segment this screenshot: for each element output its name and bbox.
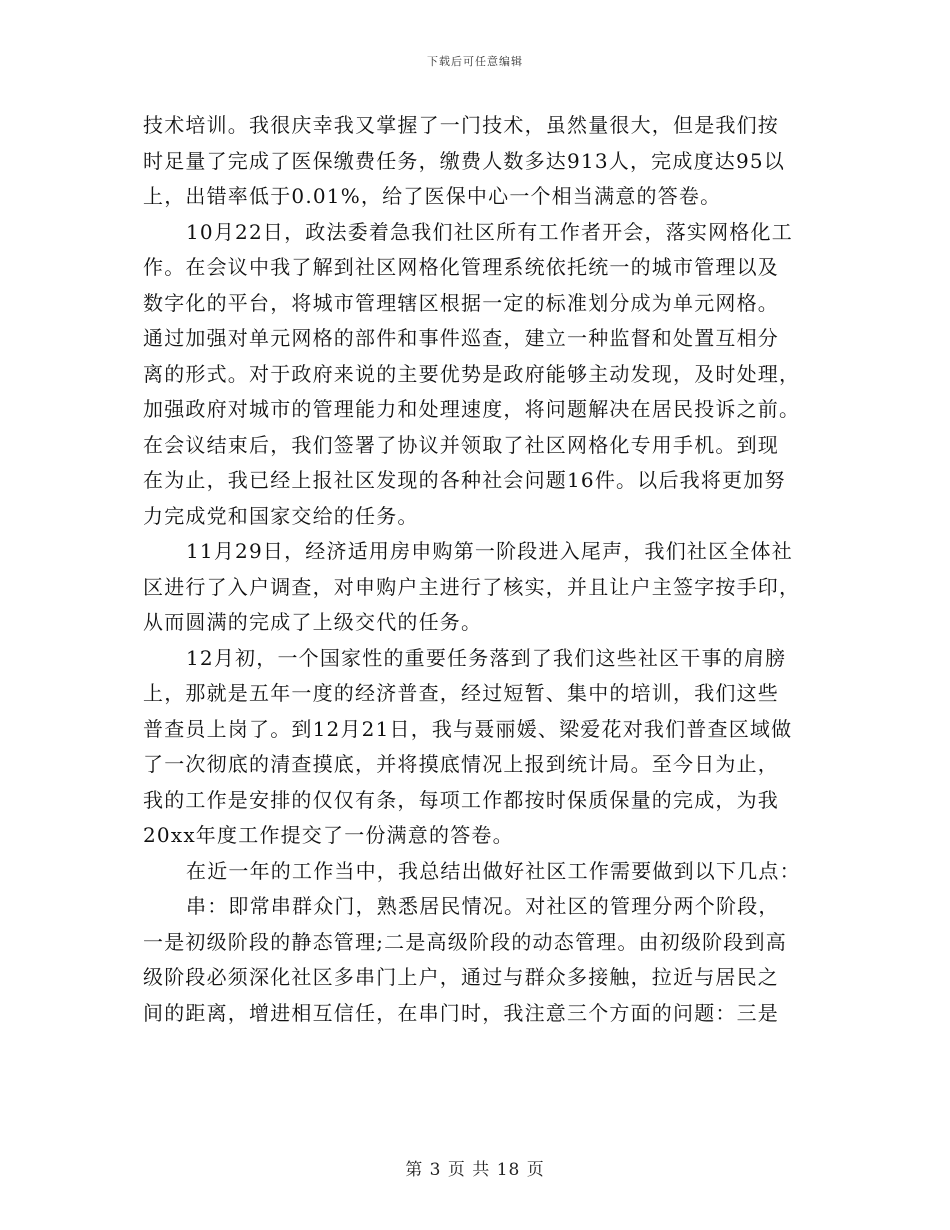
text-line: 通过加强对单元网格的部件和事件巡查，建立一种监督和处置互相分 [143,326,779,350]
text-line: 11月29日，经济适用房申购第一阶段进入尾声，我们社区全体社 [186,539,793,563]
text-line: 上，出错率低于0.01%，给了医保中心一个相当满意的答卷。 [143,184,722,208]
text-line: 20xx年度工作提交了一份满意的答卷。 [143,823,514,847]
paragraph-4 [143,641,815,854]
text-line: 技术培训。我很庆幸我又掌握了一门技术，虽然量很大，但是我们按 [143,113,779,137]
text-line: 作。在会议中我了解到社区网格化管理系统依托统一的城市管理以及 [143,255,779,279]
text-line: 间的距离，增进相互信任，在串门时，我注意三个方面的问题：三是 [143,1000,779,1025]
text-line: 区进行了入户调查，对申购户主进行了核实，并且让户主签字按手印， [143,574,801,599]
text-line: 时足量了完成了医保缴费任务，缴费人数多达913人，完成度达95以 [143,148,786,173]
paragraph-2 [143,215,815,535]
text-line: 加强政府对城市的管理能力和处理速度，将问题解决在居民投诉之前。 [143,397,801,421]
paragraph-1 [143,108,815,215]
text-line: 在为止，我已经上报社区发现的各种社会问题16件。以后我将更加努 [143,468,786,492]
text-line: 上，那就是五年一度的经济普查，经过短暂、集中的培训，我们这些 [143,681,779,705]
text-line: 一是初级阶段的静态管理;二是高级阶段的动态管理。由初级阶段到高 [143,929,787,954]
paragraph-5 [143,854,815,890]
text-line: 离的形式。对于政府来说的主要优势是政府能够主动发现，及时处理， [143,361,801,386]
page-header: 下载后可任意编辑 [427,55,523,68]
text-line: 串：即常串群众门，熟悉居民情况。对社区的管理分两个阶段， [186,894,780,918]
paragraph-6 [143,889,815,1031]
text-line: 数字化的平台，将城市管理辖区根据一定的标准划分成为单元网格。 [143,290,779,315]
text-line: 了一次彻底的清查摸底，并将摸底情况上报到统计局。至今日为止， [143,752,779,776]
text-line: 在近一年的工作当中，我总结出做好社区工作需要做到以下几点： [186,858,801,883]
document-body [143,108,815,1031]
text-line: 级阶段必须深化社区多串门上户，通过与群众多接触，拉近与居民之 [143,965,779,989]
page-footer: 第 3 页 共 18 页 [405,1160,545,1180]
text-line: 我的工作是安排的仅仅有条，每项工作都按时保质保量的完成，为我 [143,787,779,812]
text-line: 在会议结束后，我们签署了协议并领取了社区网格化专用手机。到现 [143,432,779,457]
paragraph-3 [143,534,815,641]
text-line: 12月初，一个国家性的重要任务落到了我们这些社区干事的肩膀 [186,645,787,670]
text-line: 力完成党和国家交给的任务。 [143,503,419,528]
text-line: 从而圆满的完成了上级交代的任务。 [143,610,483,634]
text-line: 10月22日，政法委着急我们社区所有工作者开会，落实网格化工 [186,219,793,244]
text-line: 普查员上岗了。到12月21日，我与聂丽媛、梁爱花对我们普查区域做 [143,716,793,741]
